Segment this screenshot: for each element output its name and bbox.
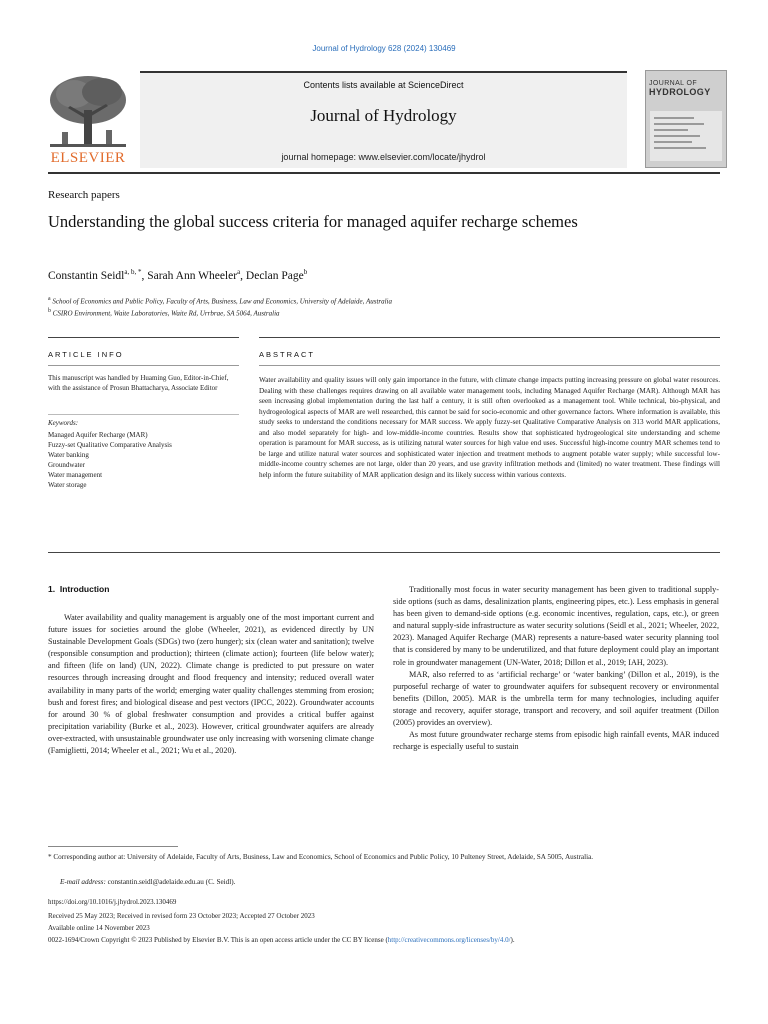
section-title: Introduction xyxy=(59,584,110,594)
article-info-subrule xyxy=(48,365,239,366)
author-name[interactable]: Sarah Ann Wheeler xyxy=(147,269,238,282)
affiliation-b xyxy=(48,308,280,317)
email-label: E-mail address: xyxy=(60,878,106,886)
affiliation-text: School of Economics and Public Policy, Faculty of Arts, Business, Law and Economics, University of Adelaide, Australia xyxy=(52,297,393,306)
footnote-rule xyxy=(48,846,178,847)
journal-name[interactable]: Journal of Hydrology xyxy=(310,106,457,125)
abstract-rule xyxy=(259,337,720,338)
keywords-rule xyxy=(48,414,239,415)
corresponding-author-note: * Corresponding author at: University of Adelaide, Faculty of Arts, Business, Law and Economics, School of Economics and Public Policy, 10 Pulteney Street, Adelaide, SA 5005, Australia. xyxy=(48,853,594,861)
author-list: Constantin Seidl$^{a, b, *}$, Sarah Ann Wheeler$^a$, Declan Page$^b$ xyxy=(48,268,308,282)
copyright-end: ). xyxy=(510,936,515,944)
email-line xyxy=(60,878,235,886)
keyword: Groundwater xyxy=(48,461,85,469)
article-section: Research papers xyxy=(48,189,120,201)
doi-link[interactable]: https://doi.org/10.1016/j.jhydrol.2023.130469 xyxy=(48,898,177,906)
article-info-rule xyxy=(48,337,239,338)
journal-reference[interactable]: Journal of Hydrology 628 (2024) 130469 xyxy=(312,44,456,53)
license-link[interactable]: http://creativecommons.org/licenses/by/4.0/ xyxy=(387,936,511,944)
abstract-text: Water availability and quality issues will only gain importance in the future, with climate change impacts putting increasing pressure on global water resources. Dealing with these challenges requires drawing on all available water management tools, including Managed Aquifer Recharge (MAR). Although MAR has seen increasing global implementation during the last half a century, it is still often overlooked as a management tool. While technical, bio-physical, and hydrogeological aspects of MAR are well researched, this cannot be said for socio-economic and other governance factors. Where information is available, this study seeks to understand the conditions necessary for MAR success. We apply fuzzy-set Qualitative Comparative Analysis on 313 world MAR applications, and also model separately for high- and low-middle-income countries. Results show that sophisticated hydrogeological site understanding and scheme operation is paramount for MAR success, as is utilizing natural water sources for high value end uses. Successful high-income country MAR schemes tend to be large and utilize natural water sources and sophisticated water injection and treatment methods to augment potable water supply; while successful low-middle-income country schemes are not large, older than 20 years, and use gravity infiltration methods and (limited) no water treatment. These findings will help inform the future suitability of MAR application design and its likely success within various contexts. xyxy=(259,376,720,479)
received-dates: Received 25 May 2023; Received in revised form 23 October 2023; Accepted 27 October 2023 xyxy=(48,912,315,920)
body-paragraph: Traditionally most focus in water security management has been given to traditional supply-side options (such as dams, desalinization plants, engineering pipes, etc.). Less emphasis in general has been given to demand-side options (e.g. economic incentives, regulation, caps, etc.), or green and natural supply-side infrastructure as water security solutions (Seidl et al., 2021; Wheeler, 2022, 2023). Managed Aquifer Recharge (MAR) represents a nature-based water security planning tool that is considered by many to be underutilized, and that future deployment could play an important role in groundwater management (UN-Water, 2018; Dillon et al., 2019; IAH, 2023). xyxy=(393,585,719,667)
affiliation-mark: b xyxy=(48,308,51,314)
section-heading xyxy=(48,584,109,594)
article-title: Understanding the global success criteria for managed aquifer recharge schemes xyxy=(48,212,578,231)
keywords-list xyxy=(48,430,238,490)
affiliation-text: CSIRO Environment, Waite Laboratories, Waite Rd, Urrbrae, SA 5064, Australia xyxy=(52,309,280,318)
abstract-end-rule xyxy=(48,552,720,553)
body-paragraph: MAR, also referred to as ‘artificial recharge’ or ‘water banking’ (Dillon et al., 2019), is the purposeful recharge of water to groundwater aquifers for subsequent recovery or environmental benefits (Dillon, 2005). MAR is the umbrella term for many technologies, including aquifer storage and recovery, aquifer storage, transport and recovery, and soil aquifer treatment (Dillon (2005) provides an overview). xyxy=(393,669,719,728)
editor-note: This manuscript was handled by Huaming Guo, Editor-in-Chief, with the assistance of Prosun Bhattacharya, Associate Editor xyxy=(48,374,229,392)
body-column-right xyxy=(393,584,719,753)
elsevier-wordmark: ELSEVIER xyxy=(50,150,126,166)
section-number: 1. xyxy=(48,584,56,594)
sciencedirect-link[interactable]: ScienceDirect xyxy=(408,80,464,90)
header-divider xyxy=(48,172,720,174)
abstract-subrule xyxy=(259,365,720,366)
homepage-label: journal homepage: xyxy=(281,152,359,162)
keyword: Water banking xyxy=(48,451,89,459)
keyword: Managed Aquifer Recharge (MAR) xyxy=(48,431,148,439)
cover-title xyxy=(649,80,721,98)
keywords-label: Keywords: xyxy=(48,419,79,427)
cover-title-line-2: HYDROLOGY xyxy=(649,87,711,97)
article-info-heading: ARTICLE INFO xyxy=(48,350,124,359)
affiliation-mark: a xyxy=(48,296,51,302)
journal-homepage xyxy=(140,152,627,162)
affiliation-a xyxy=(48,296,392,305)
cover-title-line-1: JOURNAL OF xyxy=(649,80,698,87)
author-name[interactable]: Declan Page xyxy=(245,269,304,282)
author-marks[interactable]: b xyxy=(303,268,308,276)
author-marks[interactable]: a, b, * xyxy=(124,268,142,276)
keyword: Water storage xyxy=(48,481,87,489)
email-link[interactable]: constantin.seidl@adelaide.edu.au (C. Seidl). xyxy=(107,878,236,886)
body-column-left: Water availability and quality management is arguably one of the most important current and future issues for societies around the globe (Wheeler, 2021), as evidenced directly by UN Sustainable Development Goals (SDGs) two (zero hunger); six (clean water and sanitation); twelve (responsible consumption and production); thirteen (climate action); fourteen (life below water); and fifteen (life on land) (UN, 2022). Climate change is predicted to put pressure on water resources through increasing drought and flood frequency and intensity; reduced overall water availability in many parts of the world; emerging water quality challenges stemming from erosion; bush and forest fires; and biological disease and pest vectors (IPCC, 2022). Groundwater accounts for around 30 % of global freshwater consumption and provides a critical buffer against precipitation variability (Burke et al., 2023). However, critical groundwater aquifers are already over-extracted, with unsustainable groundwater use only increasing with worsening climate change (Famiglietti, 2014; Wheeler et al., 2021; Wu et al., 2020). xyxy=(48,613,374,756)
author-marks[interactable]: a xyxy=(237,268,241,276)
keyword: Fuzzy-set Qualitative Comparative Analysis xyxy=(48,441,172,449)
body-paragraph: As most future groundwater recharge stems from episodic high rainfall events, MAR induced recharge is especially useful to sustain xyxy=(393,730,719,752)
keyword: Water management xyxy=(48,471,103,479)
online-date: Available online 14 November 2023 xyxy=(48,924,150,932)
abstract-heading: ABSTRACT xyxy=(259,350,316,359)
copyright-notice xyxy=(48,936,728,944)
author-name[interactable]: Constantin Seidl xyxy=(48,269,125,282)
contents-line xyxy=(140,80,627,90)
copyright-text: 0022-1694/Crown Copyright © 2023 Published by Elsevier B.V. This is an open access article under the CC BY license ( xyxy=(48,936,388,944)
contents-prefix: Contents lists available at xyxy=(303,80,409,90)
homepage-link[interactable]: www.elsevier.com/locate/jhydrol xyxy=(358,152,486,162)
